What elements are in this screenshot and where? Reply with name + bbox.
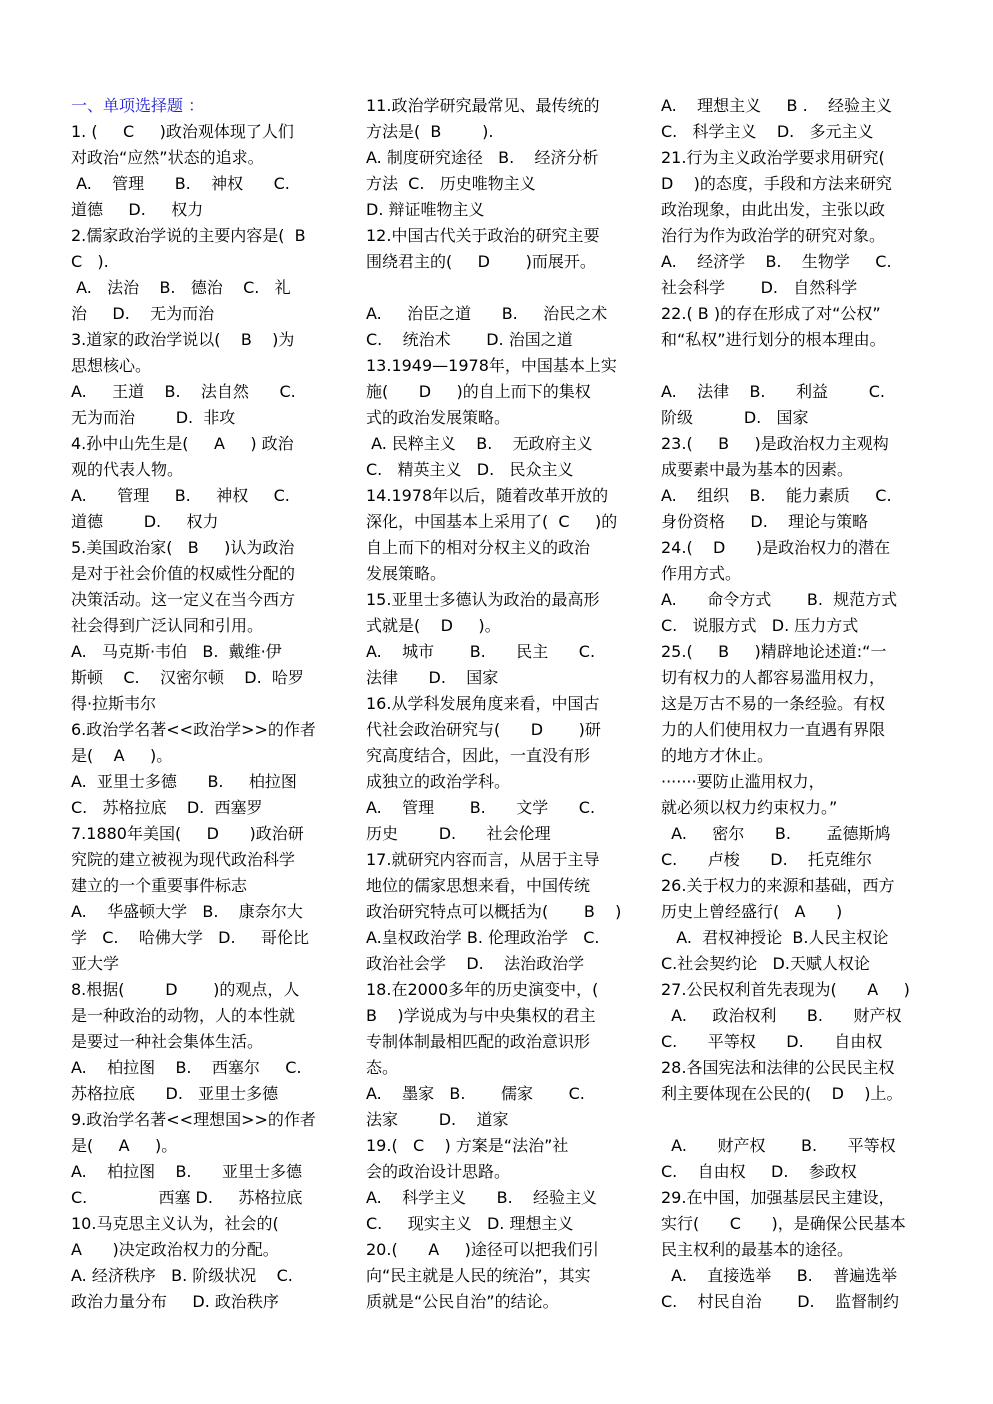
text-line: A )决定政治权力的分配。	[71, 1240, 279, 1259]
text-line: 是( A )。	[71, 1136, 178, 1155]
text-line: 13.1949—1978年，中国基本上实	[366, 356, 617, 375]
text-line	[661, 1107, 946, 1133]
text-line: A. 王道 B. 法自然 C.	[71, 382, 296, 401]
text-line: 政治研究特点可以概括为( B )	[366, 902, 622, 921]
text-line: 苏格拉底 D. 亚里士多德	[71, 1084, 279, 1103]
text-line: A. 科学主义 B. 经验主义	[366, 1188, 598, 1207]
text-line: 8.根据( D )的观点，人	[71, 980, 300, 999]
text-line: A. 组织 B. 能力素质 C.	[661, 486, 892, 505]
text-line: 成要素中最为基本的因素。	[661, 460, 854, 479]
text-line: A. 政治权利 B. 财产权	[661, 1006, 902, 1025]
text-line: 治行为作为政治学的研究对象。	[661, 226, 886, 245]
text-line: 18.在2000多年的历史演变中，(	[366, 980, 599, 999]
text-line: 23.( B )是政治权力主观构	[661, 434, 889, 453]
text-line: A. 治臣之道 B. 治民之术	[366, 304, 608, 323]
text-line: 19.( C ) 方案是“法治”社	[366, 1136, 569, 1155]
text-line: A. 管理 B. 文学 C.	[366, 798, 596, 817]
text-line: 历史上曾经盛行( A )	[661, 902, 843, 921]
text-line: 无为而治 D. 非攻	[71, 408, 236, 427]
text-line: D )的态度，手段和方法来研究	[661, 174, 892, 193]
text-line: 围绕君主的( D )而展开。	[366, 252, 596, 271]
text-line: A. 管理 B. 神权 C.	[71, 174, 290, 193]
text-line: 的地方才休止。	[661, 746, 774, 765]
text-line: 是( A )。	[71, 746, 173, 765]
column-left	[71, 93, 341, 1315]
text-line: 代社会政治研究与( D )研	[366, 720, 601, 739]
text-line: A. 命令方式 B. 规范方式	[661, 590, 898, 609]
text-line: A. 管理 B. 神权 C.	[71, 486, 290, 505]
text-line: 22.( B )的存在形成了对“公权”	[661, 304, 881, 323]
text-line: B )学说成为与中央集权的君主	[366, 1006, 596, 1025]
text-line: 12.中国古代关于政治的研究主要	[366, 226, 600, 245]
text-line: A.皇权政治学 B. 伦理政治学 C.	[366, 928, 600, 947]
text-line: A. 直接选举 B. 普遍选举	[661, 1266, 898, 1285]
text-line: C.社会契约论 D.天赋人权论	[661, 954, 870, 973]
text-line: 16.从学科发展角度来看，中国古	[366, 694, 600, 713]
text-line: A. 制度研究途径 B. 经济分析	[366, 148, 599, 167]
text-line: 自上而下的相对分权主义的政治	[366, 538, 591, 557]
text-line: 政治社会学 D. 法治政治学	[366, 954, 585, 973]
text-line: 式的政治发展策略。	[366, 408, 511, 427]
text-line: 是一种政治的动物，人的本性就	[71, 1006, 296, 1025]
text-line: 14.1978年以后，随着改革开放的	[366, 486, 609, 505]
text-line: 政治力量分布 D. 政治秩序	[71, 1292, 279, 1311]
text-line: 1. ( C )政治观体现了人们	[71, 122, 294, 141]
text-line: 21.行为主义政治学要求用研究(	[661, 148, 885, 167]
text-line: 究高度结合，因此，一直没有形	[366, 746, 591, 765]
text-line: 15.亚里士多德认为政治的最高形	[366, 590, 600, 609]
text-line: A. 财产权 B. 平等权	[661, 1136, 896, 1155]
text-line: C. 统治术 D. 治国之道	[366, 330, 573, 349]
text-line: 会的政治设计思路。	[366, 1162, 511, 1181]
text-line: 4.孙中山先生是( A ) 政治	[71, 434, 294, 453]
text-line: 7.1880年美国( D )政治研	[71, 824, 304, 843]
text-line: 法律 D. 国家	[366, 668, 499, 687]
text-line: 20.( A )途径可以把我们引	[366, 1240, 599, 1259]
text-line: 观的代表人物。	[71, 460, 184, 479]
text-line: C. 平等权 D. 自由权	[661, 1032, 883, 1051]
text-line: A. 柏拉图 B. 西塞尔 C.	[71, 1058, 302, 1077]
text-line: C. 精英主义 D. 民众主义	[366, 460, 574, 479]
text-line: 向“民主就是人民的统治”，其实	[366, 1266, 591, 1285]
text-line: 这是万古不易的一条经验。有权	[661, 694, 886, 713]
text-line	[661, 353, 946, 379]
text-line: 就必须以权力约束权力。”	[661, 798, 838, 817]
text-line: 得·拉斯韦尔	[71, 694, 157, 713]
text-line: 10.马克思主义认为，社会的(	[71, 1214, 279, 1233]
text-line: 5.美国政治家( B )认为政治	[71, 538, 295, 557]
text-line: C. 自由权 D. 参政权	[661, 1162, 857, 1181]
text-line: ·······要防止滥用权力，	[661, 772, 825, 791]
text-line: 深化，中国基本上采用了( C )的	[366, 512, 618, 531]
text-line: A. 密尔 B. 孟德斯鸠	[661, 824, 891, 843]
text-line: 地位的儒家思想来看，中国传统	[366, 876, 591, 895]
text-line: 作用方式。	[661, 564, 742, 583]
text-line: 切有权力的人都容易滥用权力，	[661, 668, 886, 687]
text-line: 9.政治学名著<<理想国>>的作者	[71, 1110, 316, 1129]
text-line: 道德 D. 权力	[71, 200, 204, 219]
text-line	[366, 275, 656, 301]
text-line: 和“私权”进行划分的根本理由。	[661, 330, 886, 349]
text-line: 社会科学 D. 自然科学	[661, 278, 858, 297]
text-line: 3.道家的政治学说以( B )为	[71, 330, 295, 349]
text-line: A. 理想主义 B . 经验主义	[661, 96, 893, 115]
text-line: 社会得到广泛认同和引用。	[71, 616, 264, 635]
text-line: 方法是( B ).	[366, 122, 494, 141]
text-line: 政治现象，由此出发，主张以政	[661, 200, 886, 219]
text-line: 2.儒家政治学说的主要内容是( B	[71, 226, 306, 245]
text-line: 历史 D. 社会伦理	[366, 824, 551, 843]
text-line: A. 城市 B. 民主 C.	[366, 642, 596, 661]
text-line: D. 辩证唯物主义	[366, 200, 485, 219]
text-line: 施( D )的自上而下的集权	[366, 382, 591, 401]
column-right	[661, 93, 946, 1315]
text-line: 亚大学	[71, 954, 120, 973]
text-line: 建立的一个重要事件标志	[71, 876, 248, 895]
text-line: A. 华盛顿大学 B. 康奈尔大	[71, 902, 303, 921]
text-line: 29.在中国，加强基层民主建设，	[661, 1188, 895, 1207]
text-line: C. 苏格拉底 D. 西塞罗	[71, 798, 263, 817]
text-line: 是要过一种社会集体生活。	[71, 1032, 264, 1051]
section-heading: 一、单项选择题 ：	[71, 96, 205, 115]
text-line: 力的人们使用权力一直遇有界限	[661, 720, 886, 739]
text-line: 方法 C. 历史唯物主义	[366, 174, 536, 193]
text-line: A. 经济学 B. 生物学 C.	[661, 252, 892, 271]
text-line: C. 卢梭 D. 托克维尔	[661, 850, 873, 869]
text-line: A. 法治 B. 德治 C. 礼	[71, 278, 291, 297]
column-right-lines	[661, 93, 946, 1315]
column-left-lines	[71, 119, 341, 1315]
text-line: 斯顿 C. 汉密尔顿 D. 哈罗	[71, 668, 304, 687]
text-line: C. 说服方式 D. 压力方式	[661, 616, 859, 635]
text-line: C. 科学主义 D. 多元主义	[661, 122, 874, 141]
text-line: 道德 D. 权力	[71, 512, 219, 531]
text-line: 26.关于权力的来源和基础，西方	[661, 876, 895, 895]
text-line: A. 经济秩序 B. 阶级状况 C.	[71, 1266, 293, 1285]
text-line: 究院的建立被视为现代政治科学	[71, 850, 296, 869]
column-middle	[366, 93, 656, 1315]
text-line: 6.政治学名著<<政治学>>的作者	[71, 720, 316, 739]
text-line: 治 D. 无为而治	[71, 304, 215, 323]
text-line: 民主权利的最基本的途径。	[661, 1240, 854, 1259]
text-line: A. 亚里士多德 B. 柏拉图	[71, 772, 297, 791]
text-line: 发展策略。	[366, 564, 447, 583]
text-line: A. 墨家 B. 儒家 C.	[366, 1084, 585, 1103]
text-line: 17.就研究内容而言，从居于主导	[366, 850, 600, 869]
text-line: 专制体制最相匹配的政治意识形	[366, 1032, 591, 1051]
text-line: C. 村民自治 D. 监督制约	[661, 1292, 899, 1311]
text-line: 11.政治学研究最常见、最传统的	[366, 96, 600, 115]
text-line: 24.( D )是政治权力的潜在	[661, 538, 891, 557]
text-line: 阶级 D. 国家	[661, 408, 809, 427]
text-line: 实行( C )，是确保公民基本	[661, 1214, 906, 1233]
column-middle-lines	[366, 93, 656, 1315]
text-line: 质就是“公民自治”的结论。	[366, 1292, 559, 1311]
text-line: 态。	[366, 1058, 399, 1077]
text-line: A. 法律 B. 利益 C.	[661, 382, 885, 401]
text-line: 27.公民权利首先表现为( A )	[661, 980, 910, 999]
text-line: 对政治“应然”状态的追求。	[71, 148, 264, 167]
text-line: A. 民粹主义 B. 无政府主义	[366, 434, 593, 453]
text-line: 法家 D. 道家	[366, 1110, 509, 1129]
text-line: C. 现实主义 D. 理想主义	[366, 1214, 574, 1233]
text-line: 利主要体现在公民的( D )上。	[661, 1084, 903, 1103]
text-line: 28.各国宪法和法律的公民民主权	[661, 1058, 895, 1077]
text-line: 身份资格 D. 理论与策略	[661, 512, 869, 531]
text-line: 成独立的政治学科。	[366, 772, 511, 791]
text-line: 式就是( D )。	[366, 616, 501, 635]
text-line: 是对于社会价值的权威性分配的	[71, 564, 296, 583]
text-line: C ).	[71, 252, 109, 271]
text-line: 学 C. 哈佛大学 D. 哥伦比	[71, 928, 309, 947]
text-line: A. 君权神授论 B.人民主权论	[661, 928, 889, 947]
text-line: 25.( B )精辟地论述道:“一	[661, 642, 887, 661]
text-line: A. 马克斯·韦伯 B. 戴维·伊	[71, 642, 282, 661]
text-line: 思想核心。	[71, 356, 152, 375]
text-line: C. 西塞 D. 苏格拉底	[71, 1188, 303, 1207]
text-line: 决策活动。这一定义在当今西方	[71, 590, 296, 609]
text-line: A. 柏拉图 B. 亚里士多德	[71, 1162, 303, 1181]
